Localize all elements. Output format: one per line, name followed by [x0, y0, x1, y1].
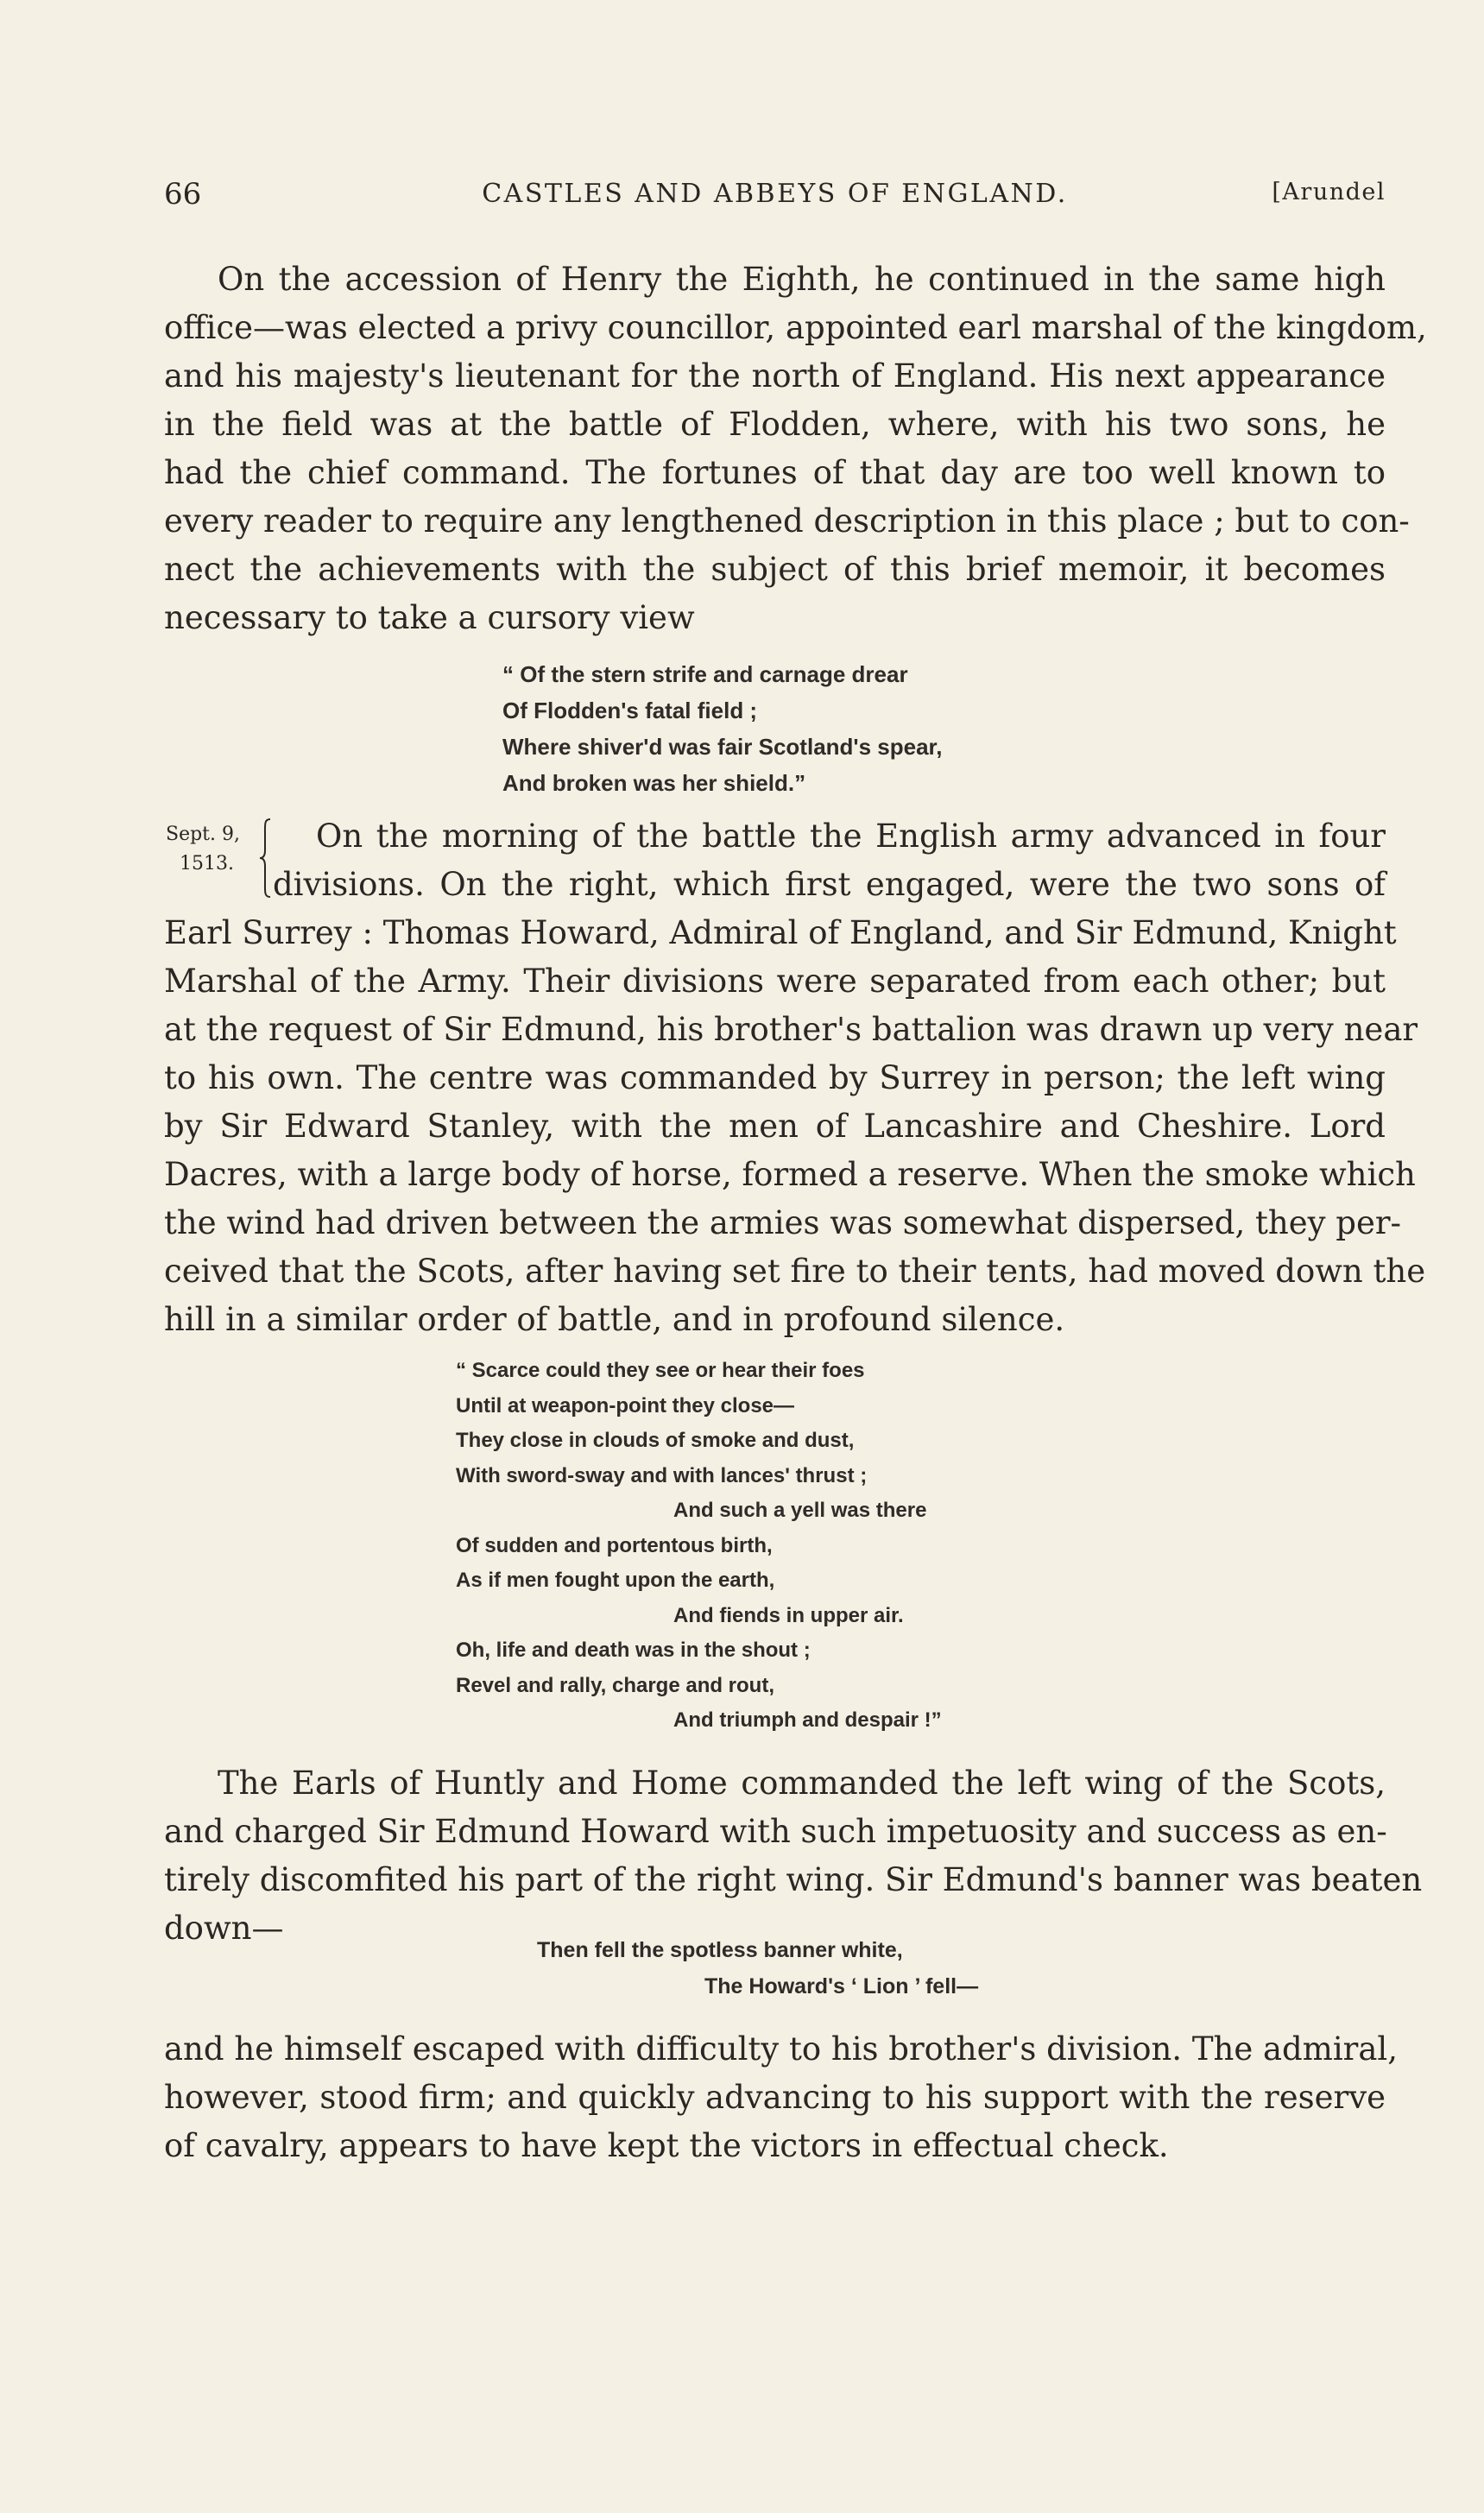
text-line: hill in a similar order of battle, and in profound silence. [164, 1301, 1065, 1338]
verse-quote-3 [537, 1932, 978, 2005]
verse-quote-2 [456, 1354, 942, 1739]
verse-quote-1 [502, 656, 942, 801]
verse-line: Until at weapon-point they close— [456, 1393, 795, 1418]
running-section: [Arundel [1272, 179, 1386, 205]
text-line: On the morning of the battle the English army advanced in four [316, 818, 1386, 855]
page-number: 66 [164, 177, 202, 212]
text-line: divisions. On the right, which first engaged, were the two sons of [273, 866, 1386, 903]
text-line: every reader to require any lengthened description in this place ; but to con- [164, 502, 1410, 540]
text-line: On the accession of Henry the Eighth, he continued in the same high [218, 261, 1386, 298]
text-line: of cavalry, appears to have kept the victors in effectual check. [164, 2127, 1169, 2164]
text-line: nect the achievements with the subject of this brief memoir, it becomes [164, 551, 1386, 588]
text-line: necessary to take a cursory view [164, 599, 695, 636]
paragraph-3 [164, 1759, 1423, 1953]
text-line: Earl Surrey : Thomas Howard, Admiral of England, and Sir Edmund, Knight [164, 914, 1397, 951]
verse-line: Where shiver'd was fair Scotland's spear, [502, 734, 943, 760]
text-line: however, stood firm; and quickly advancing to his support with the reserve [164, 2079, 1386, 2116]
text-line: in the field was at the battle of Flodden, where, with his two sons, he [164, 406, 1386, 443]
verse-line: And broken was her shield.” [502, 770, 806, 796]
text-line: the wind had driven between the armies was somewhat dispersed, they per- [164, 1204, 1402, 1241]
verse-line: They close in clouds of smoke and dust, [456, 1429, 855, 1452]
verse-line: Of sudden and portentous birth, [456, 1533, 773, 1557]
text-line: and charged Sir Edmund Howard with such impetuosity and success as en- [164, 1813, 1387, 1850]
text-line: The Earls of Huntly and Home commanded the left wing of the Scots, [218, 1765, 1386, 1802]
text-line: ceived that the Scots, after having set fire to their tents, had moved down the [164, 1253, 1426, 1290]
text-line: Marshal of the Army. Their divisions were separated from each other; but [164, 963, 1386, 1000]
text-line: to his own. The centre was commanded by Surrey in person; the left wing [164, 1059, 1386, 1096]
text-line: tirely discomfited his part of the right wing. Sir Edmund's banner was beaten [164, 1861, 1423, 1898]
text-line: at the request of Sir Edmund, his brother's battalion was drawn up very near [164, 1011, 1418, 1048]
paragraph-1 [164, 256, 1427, 642]
verse-line: The Howard's ‘ Lion ’ fell— [704, 1974, 979, 1998]
verse-line: “ Scarce could they see or hear their foes [456, 1359, 865, 1382]
verse-line: And such a yell was there [673, 1499, 927, 1522]
running-title: CASTLES AND ABBEYS OF ENGLAND. [482, 179, 1068, 209]
paragraph-2 [164, 812, 1426, 1344]
text-line: by Sir Edward Stanley, with the men of Lancashire and Cheshire. Lord [164, 1108, 1386, 1145]
verse-line: And fiends in upper air. [673, 1603, 904, 1627]
margin-note-date: Sept. 9, [166, 824, 240, 845]
verse-line: “ Of the stern strife and carnage drear [502, 661, 908, 687]
verse-line: With sword-sway and with lances' thrust ; [456, 1463, 868, 1487]
running-head [164, 177, 1386, 220]
text-line: office—was elected a privy councillor, appointed earl marshal of the kingdom, [164, 309, 1427, 346]
text-line: had the chief command. The fortunes of that day are too well known to [164, 454, 1386, 491]
text-line: and his majesty's lieutenant for the north of England. His next appearance [164, 357, 1386, 395]
verse-line: As if men fought upon the earth, [456, 1569, 775, 1592]
verse-line: Oh, life and death was in the shout ; [456, 1639, 811, 1662]
verse-line: And triumph and despair !” [673, 1708, 942, 1732]
text-line: down— [164, 1910, 284, 1947]
verse-line: Of Flodden's fatal field ; [502, 698, 758, 723]
text-line: and he himself escaped with difficulty to his brother's division. The admiral, [164, 2030, 1398, 2068]
margin-note-year: 1513. [180, 853, 234, 874]
text-line: Dacres, with a large body of horse, formed a reserve. When the smoke which [164, 1156, 1416, 1193]
paragraph-4 [164, 2025, 1398, 2170]
verse-line: Then fell the spotless banner white, [537, 1938, 903, 1962]
verse-line: Revel and rally, charge and rout, [456, 1673, 774, 1697]
